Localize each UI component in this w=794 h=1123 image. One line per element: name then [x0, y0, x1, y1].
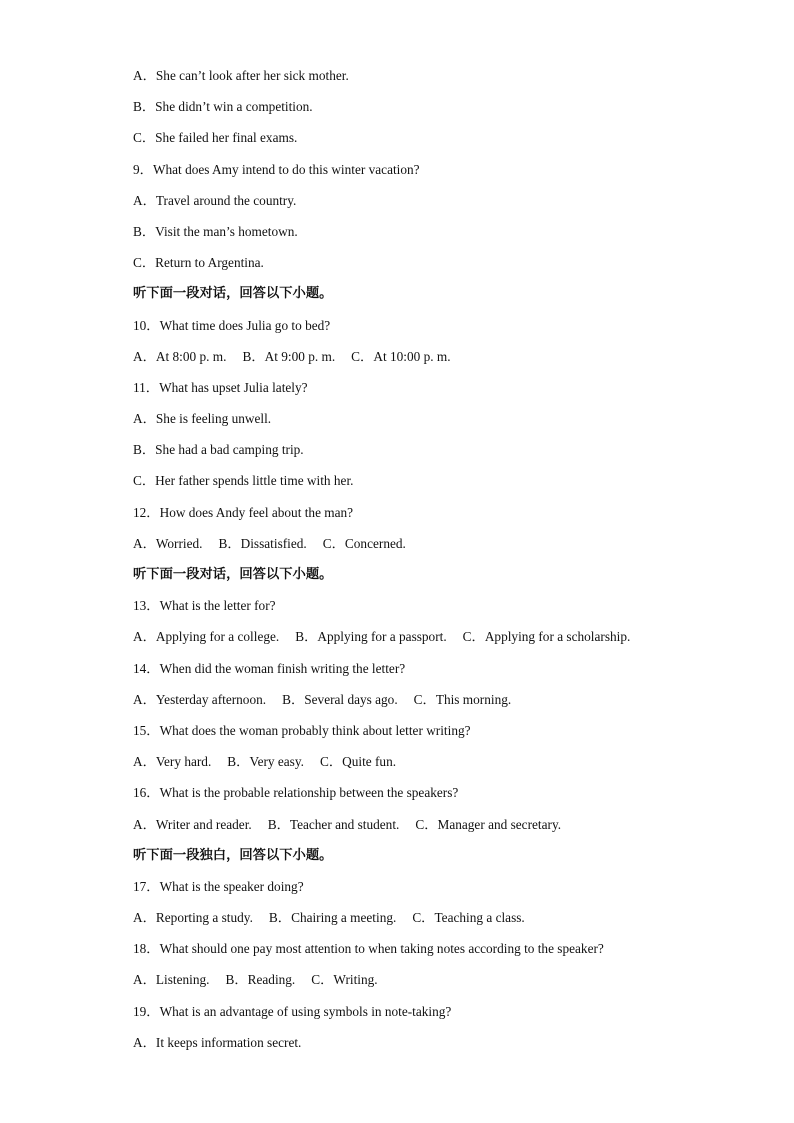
section-heading: 听下面一段独白，回答以下小题。: [133, 847, 333, 863]
text-line: A．Travel around the country.: [133, 192, 297, 208]
text-line: B．She didn’t win a competition.: [133, 99, 313, 115]
option-row: [133, 968, 753, 999]
answer-option: C．Teaching a class.: [412, 910, 525, 926]
answer-option: A．At 8:00 p. m.: [133, 348, 227, 364]
section-heading: 听下面一段对话，回答以下小题。: [133, 567, 333, 582]
text-line: C．She failed her final exams.: [133, 130, 298, 146]
answer-option: A．Worried.: [133, 535, 203, 551]
text-line: C．Return to Argentina.: [133, 255, 264, 271]
text-line: 18．What should one pay most attention to when taking notes according to the speaker?: [133, 941, 604, 957]
text-line: A．She can’t look after her sick mother.: [133, 68, 349, 83]
section-heading: 听下面一段对话，回答以下小题。: [133, 286, 333, 302]
answer-option: A．Writer and reader.: [133, 816, 252, 832]
answer-option: B．Very easy.: [227, 754, 304, 770]
answer-option: A．Yesterday afternoon.: [133, 691, 267, 707]
option-row: [133, 813, 753, 844]
text-line: 19．What is an advantage of using symbols in note-taking?: [133, 1003, 452, 1019]
option-row: [133, 532, 753, 563]
answer-option: A．Applying for a college.: [133, 629, 280, 645]
text-line: A．It keeps information secret.: [133, 1034, 302, 1050]
option-row: [133, 625, 753, 656]
answer-option: B．At 9:00 p. m.: [242, 348, 336, 364]
answer-option: C．Concerned.: [322, 535, 406, 551]
text-line: 15．What does the woman probably think about letter writing?: [133, 722, 471, 738]
option-row: [133, 750, 753, 781]
answer-option: C．At 10:00 p. m.: [351, 348, 451, 364]
text-line: B．Visit the man’s hometown.: [133, 223, 298, 239]
text-line: A．She is feeling unwell.: [133, 411, 272, 427]
answer-option: C．Writing.: [311, 972, 378, 988]
answer-option: B．Applying for a passport.: [295, 629, 447, 645]
answer-option: A．Listening.: [133, 972, 210, 988]
answer-option: C．This morning.: [413, 691, 512, 707]
answer-option: C．Quite fun.: [319, 754, 397, 770]
text-line: 9．What does Amy intend to do this winter vacation?: [133, 161, 420, 177]
text-line: 11．What has upset Julia lately?: [133, 379, 308, 395]
answer-option: B．Teacher and student.: [267, 816, 400, 832]
text-line: 14．When did the woman finish writing the letter?: [133, 660, 406, 676]
answer-option: C．Applying for a scholarship.: [462, 629, 631, 645]
answer-option: B．Several days ago.: [282, 691, 398, 707]
text-line: C．Her father spends little time with her.: [133, 473, 354, 489]
answer-option: B．Reading.: [225, 972, 296, 988]
option-row: [133, 906, 753, 937]
text-line: 12．How does Andy feel about the man?: [133, 504, 354, 520]
answer-option: C．Manager and secretary.: [415, 816, 562, 832]
text-line: 16．What is the probable relationship between the speakers?: [133, 785, 459, 801]
text-line: 17．What is the speaker doing?: [133, 878, 304, 894]
text-line: 13．What is the letter for?: [133, 598, 276, 614]
answer-option: B．Dissatisfied.: [218, 535, 307, 551]
answer-option: B．Chairing a meeting.: [268, 910, 397, 926]
document-page: [133, 64, 753, 1062]
answer-option: A．Very hard.: [133, 754, 212, 770]
option-row: [133, 688, 753, 719]
text-line: B．She had a bad camping trip.: [133, 442, 304, 458]
option-row: [133, 345, 753, 376]
answer-option: A．Reporting a study.: [133, 910, 253, 926]
text-line: 10．What time does Julia go to bed?: [133, 317, 331, 333]
